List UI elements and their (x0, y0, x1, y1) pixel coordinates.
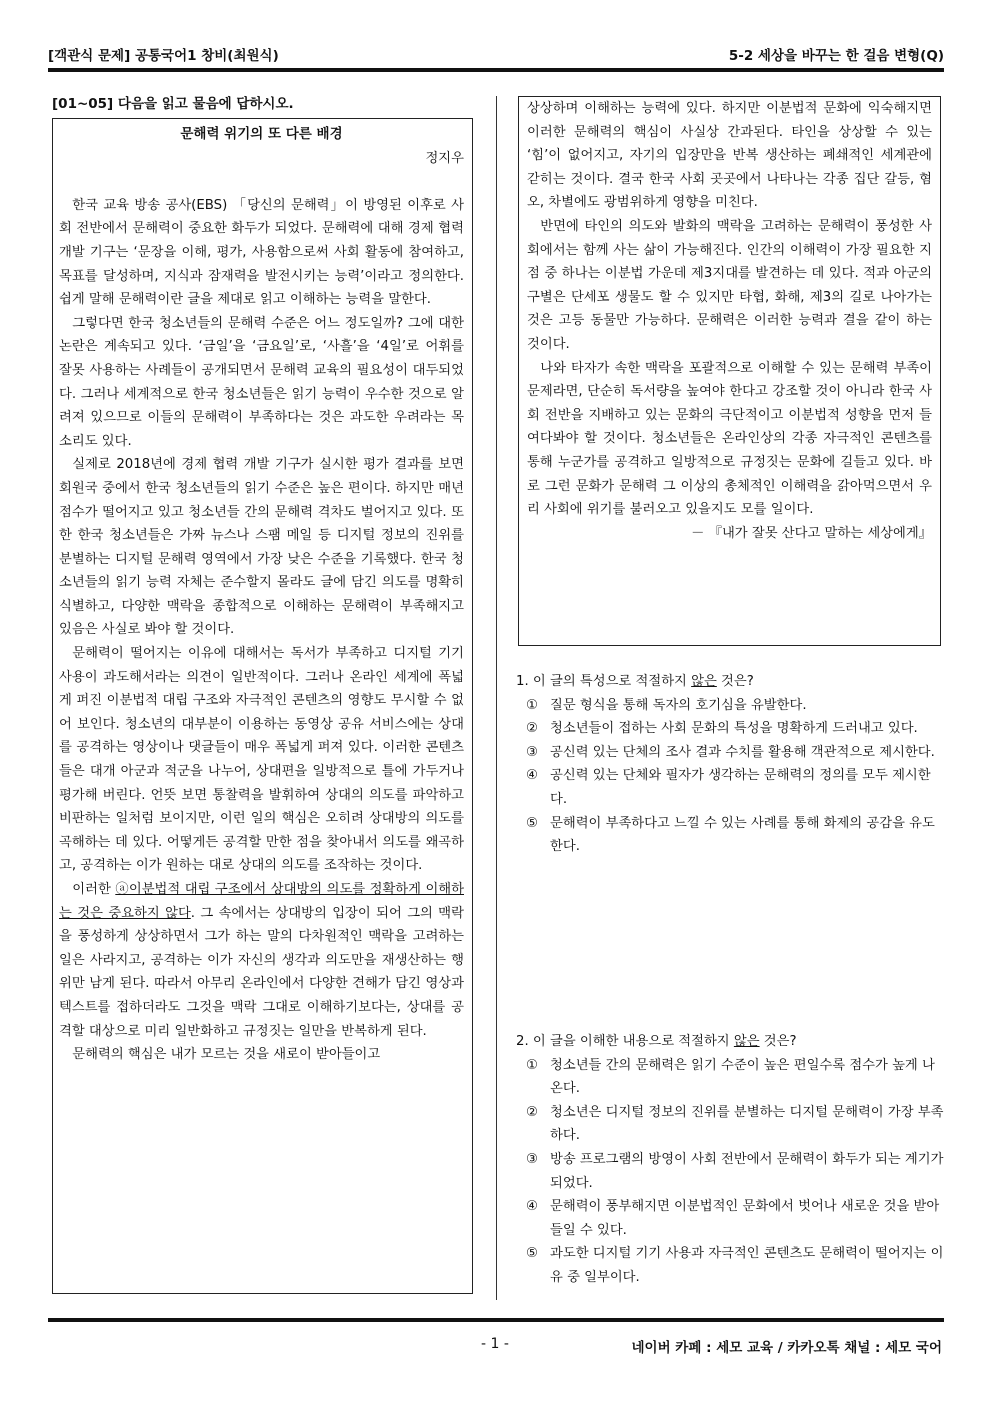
answer-option[interactable]: ③ 공신력 있는 단체의 조사 결과 수치를 활용해 객관적으로 제시한다. (526, 744, 935, 760)
passage-title: 문해력 위기의 또 다른 배경 (180, 126, 343, 142)
passage-author: 정지우 (425, 150, 464, 166)
answer-option[interactable]: ② 청소년들이 접하는 사회 문화의 특성을 명확하게 드러내고 있다. (526, 721, 918, 737)
page-number: - 1 - (481, 1336, 509, 1352)
answer-option[interactable]: ③ 방송 프로그램의 방영이 사회 전반에서 문해력이 화두가 되는 계기가 되었다. (526, 1151, 944, 1191)
answer-option[interactable]: ① 질문 형식을 통해 독자의 호기심을 유발한다. (526, 697, 807, 713)
question-1 (516, 670, 944, 859)
paragraph: 한국 교육 방송 공사(EBS) 「당신의 문해력」이 방영된 이후로 사회 전반에서 문해력이 중요한 화두가 되었다. 문해력에 대해 경제 협력 개발 기구는 ‘문장을 이해, 평가, 사용함으로써 사회 활동에 참여하고, 목표를 달성하며, 지식과 잠재력을 발전시키는 능력’이라고 정의한다. 쉽게 말해 문해력이란 글을 제대로 읽고 이해하는 능력을 말한다. (59, 197, 464, 308)
question-2 (516, 1030, 944, 1290)
paragraph: 실제로 2018년에 경제 협력 개발 기구가 실시한 평가 결과를 보면 회원국 중에서 한국 청소년들의 읽기 수준은 높은 편이다. 하지만 매년 점수가 떨어지고 있고 청소년들 간의 문해력 격차도 벌어지고 있다. 또한 한국 청소년들은 가짜 뉴스나 스팸 메일 등 디지털 정보의 진위를 분별하는 디지털 문해력 영역에서 가장 낮은 수준을 기록했다. 한국 청소년들의 읽기 능력 자체는 준수할지 몰라도 글에 담긴 의도를 명확히 식별하고, 다양한 맥락을 종합적으로 이해하는 문해력이 부족해지고 있음은 사실로 봐야 할 것이다. (59, 457, 464, 638)
answer-option[interactable]: ④ 문해력이 풍부해지면 이분법적인 문화에서 벗어나 새로운 것을 받아들일 수 있다. (526, 1199, 940, 1238)
passage-box-right (518, 96, 941, 646)
paragraph: 문해력의 핵심은 내가 모르는 것을 새로이 받아들이고 (72, 1047, 381, 1063)
paragraph: 문해력이 떨어지는 이유에 대해서는 독서가 부족하고 디지털 기기 사용이 과도해서라는 의견이 일반적이다. 그러나 온라인 세계에 폭넓게 퍼진 이분법적 대립 구조와 자극적인 콘텐츠의 영향도 무시할 수 없어 보인다. 청소년의 대부분이 이용하는 동영상 공유 서비스에는 상대를 공격하는 영상이나 댓글들이 매우 폭넓게 퍼져 있다. 이러한 콘텐츠들은 대개 아군과 적군을 나누어, 상대편을 일방적으로 틀에 가두거나 평가해 버린다. 언뜻 보면 통찰력을 발휘하여 상대의 의도를 파악하고 비판하는 일처럼 보이지만, 이런 일의 핵심은 오히려 상대방의 의도를 곡해하는 데 있다. 어떻게든 공격할 만한 점을 찾아내서 의도를 왜곡하고, 공격하는 이가 원하는 대로 상대의 의도를 조작하는 것이다. (59, 646, 464, 874)
paragraph: 나와 타자가 속한 맥락을 포괄적으로 이해할 수 있는 문해력 부족이 문제라면, 단순히 독서량을 높여야 한다고 강조할 것이 아니라 한국 사회 전반을 지배하고 있는 문화의 극단적이고 이분법적 성향을 먼저 들여다봐야 할 것이다. 청소년들은 온라인상의 각종 자극적인 콘텐츠를 통해 누군가를 공격하고 일방적으로 규정짓는 문화에 길들고 있다. 바로 그런 문화가 문해력 그 이상의 총체적인 이해력을 갉아먹으면서 우리 사회에 위기를 불러오고 있을지도 모를 일이다. (527, 360, 932, 518)
answer-option[interactable]: ② 청소년은 디지털 정보의 진위를 분별하는 디지털 문해력이 가장 부족하다. (526, 1104, 944, 1144)
passage-source: － 『내가 잘못 산다고 말하는 세상에게』 (691, 525, 932, 541)
answer-option[interactable]: ⑤ 문해력이 부족하다고 느낄 수 있는 사례를 통해 화제의 공감을 유도한다. (526, 815, 935, 855)
question-stem: 1. 이 글의 특성으로 적절하지 않은 것은? (516, 674, 754, 689)
paragraph: 반면에 타인의 의도와 발화의 맥락을 고려하는 문해력이 풍성한 사회에서는 함께 사는 삶이 가능해진다. 인간의 이해력이 가장 필요한 지점 중 하나는 이분법 가운데 제3지대를 발견하는 데 있다. 적과 아군의 구별은 단세포 생물도 할 수 있지만 타협, 화해, 제3의 길로 나아가는 것은 고등 동물만 가능하다. 문해력은 이러한 능력과 결을 같이 하는 것이다. (527, 218, 932, 352)
bottom-rule (48, 1318, 944, 1322)
answer-option[interactable]: ⑤ 과도한 디지털 기기 사용과 자극적인 콘텐츠도 문해력이 떨어지는 이유 중 일부이다. (526, 1246, 944, 1285)
question-stem: 2. 이 글을 이해한 내용으로 적절하지 않은 것은? (516, 1034, 797, 1049)
instruction: [01~05] 다음을 읽고 물음에 답하시오. (52, 96, 294, 112)
column-divider (496, 96, 497, 1300)
header-left: [객관식 문제] 공통국어1 창비(최원식) (48, 48, 279, 64)
underlined-phrase-a: ⓐ이분법적 대립 구조에서 상대방의 의도를 정확하게 이해하는 것은 중요하지 않다 (59, 882, 464, 921)
passage-box-left (52, 118, 473, 1294)
paragraph-underlined: 이러한 ⓐ이분법적 대립 구조에서 상대방의 의도를 정확하게 이해하는 것은 중요하지 않다. 그 속에서는 상대방의 입장이 되어 그의 맥락을 풍성하게 상상하면서 그가 하는 말의 다차원적인 맥락을 고려하는 일은 사라지고, 공격하는 이가 자신의 생각과 의도만을 재생산하는 행위만 남게 된다. 따라서 아무리 온라인에서 다양한 견해가 담긴 영상과 텍스트를 접하더라도 그것을 맥락 그대로 이해하기보다는, 상대를 공격할 대상으로 미리 일반화하고 규정짓는 일만을 반복하게 된다. (59, 882, 464, 1039)
answer-option[interactable]: ① 청소년들 간의 문해력은 읽기 수준이 높은 편일수록 점수가 높게 나온다. (526, 1057, 935, 1097)
paragraph: 그렇다면 한국 청소년들의 문해력 수준은 어느 정도일까? 그에 대한 논란은 계속되고 있다. ‘금일’을 ‘금요일’로, ‘사흘’을 ‘4일’로 어휘를 잘못 사용하는 사례들이 공개되면서 문해력 교육의 필요성이 대두되었다. 그러나 세계적으로 한국 청소년들은 읽기 능력이 우수한 것으로 알려져 있으므로 이들의 문해력이 부족하다는 것은 과도한 우려라는 목소리도 있다. (59, 315, 464, 449)
top-rule (48, 68, 944, 72)
footer-channel: 네이버 카페 : 세모 교육 / 카카오톡 채널 : 세모 국어 (631, 1340, 942, 1356)
page-header (48, 44, 944, 68)
header-right: 5-2 세상을 바꾸는 한 걸음 변형(Q) (728, 48, 944, 64)
answer-option[interactable]: ④ 공신력 있는 단체와 필자가 생각하는 문해력의 정의를 모두 제시한다. (526, 768, 931, 807)
paragraph-continued: 상상하며 이해하는 능력에 있다. 하지만 이분법적 문화에 익숙해지면 이러한 문해력의 핵심이 사실상 간과된다. 타인을 상상할 수 있는 ‘힘’이 없어지고, 자기의 입장만을 반복 생산하는 폐쇄적인 세계관에 갇히는 것이다. 결국 한국 사회 곳곳에서 나타나는 각종 집단 갈등, 혐오, 차별에도 광범위하게 영향을 미친다. (527, 101, 932, 211)
